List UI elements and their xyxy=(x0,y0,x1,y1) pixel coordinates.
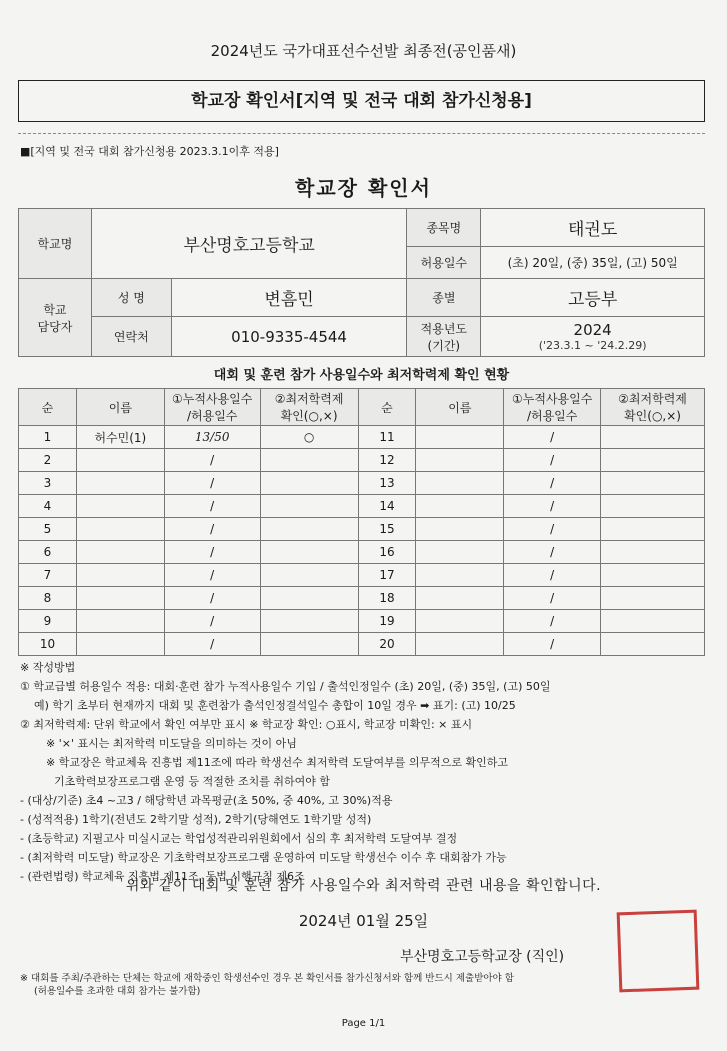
row-no: 9 xyxy=(19,610,77,633)
row-no: 13 xyxy=(358,472,416,495)
row-no: 15 xyxy=(358,518,416,541)
col-no: 순 xyxy=(19,389,77,426)
row-name xyxy=(416,633,504,656)
row-min xyxy=(260,495,358,518)
row-name xyxy=(416,449,504,472)
allowed-days-value: (초) 20일, (중) 35일, (고) 50일 xyxy=(481,247,705,279)
row-name xyxy=(76,633,164,656)
usage-row xyxy=(19,495,705,518)
row-days: / xyxy=(164,610,260,633)
row-no: 18 xyxy=(358,587,416,610)
page-number: Page 1/1 xyxy=(341,1018,386,1029)
col-name-right: 이름 xyxy=(416,389,504,426)
row-min xyxy=(260,449,358,472)
instruction-line: ※ 학교장은 학교체육 진흥법 제11조에 따라 학생선수 최저학력 도달여부를 의무적으로 확인하고 xyxy=(46,756,508,769)
row-min xyxy=(601,518,705,541)
form-title: 학교장 확인서 xyxy=(295,176,432,200)
footer-note-line: (허용일수를 초과한 대회 참가는 불가함) xyxy=(34,986,201,997)
instruction-line: - (초등학교) 지필고사 미실시교는 학업성적관리위원회에서 심의 후 최저학력 도달여부 결정 xyxy=(20,832,458,845)
year-value: 2024 xyxy=(573,321,612,339)
row-days: / xyxy=(164,541,260,564)
instruction-line: - (관련법령) 학교체육 진흥법 제11조, 동법 시행규칙 제6조 xyxy=(20,870,305,883)
col-min: ②최저학력제 확인(○,×) xyxy=(260,389,358,426)
row-days: / xyxy=(504,587,601,610)
school-value: 부산명호고등학교 xyxy=(91,209,407,279)
row-name xyxy=(416,472,504,495)
instruction-line: 기초학력보장프로그램 운영 등 적절한 조치를 취하여야 함 xyxy=(54,775,331,788)
row-min: ○ xyxy=(260,426,358,449)
row-days: / xyxy=(504,495,601,518)
row-min xyxy=(260,633,358,656)
row-min xyxy=(260,587,358,610)
instructions xyxy=(20,658,710,886)
row-no: 10 xyxy=(19,633,77,656)
usage-row xyxy=(19,564,705,587)
name-value: 변흠민 xyxy=(171,279,407,317)
name-label: 성 명 xyxy=(91,279,171,317)
row-name xyxy=(416,610,504,633)
info-table xyxy=(18,208,705,357)
usage-row xyxy=(19,449,705,472)
row-min xyxy=(260,472,358,495)
row-no: 17 xyxy=(358,564,416,587)
row-no: 5 xyxy=(19,518,77,541)
col-days-right: ①누적사용일수 /허용일수 xyxy=(504,389,601,426)
row-min xyxy=(260,610,358,633)
row-no: 12 xyxy=(358,449,416,472)
usage-body xyxy=(19,426,705,656)
usage-row xyxy=(19,633,705,656)
form-note: ■[지역 및 전국 대회 참가신청용 2023.3.1이후 적용] xyxy=(20,145,279,158)
row-name xyxy=(76,564,164,587)
usage-row xyxy=(19,472,705,495)
footer-note-line: ※ 대회를 주최/주관하는 단체는 학교에 재학중인 학생선수인 경우 본 확인서를 참가신청서와 함께 반드시 제출받아야 함 xyxy=(20,973,514,984)
usage-row xyxy=(19,541,705,564)
row-no: 2 xyxy=(19,449,77,472)
row-name xyxy=(76,610,164,633)
row-name xyxy=(416,495,504,518)
row-days: / xyxy=(504,518,601,541)
instruction-line: ① 학교급별 허용일수 적용: 대회·훈련 참가 누적사용일수 기입 / 출석인정일수 (초) 20일, (중) 35일, (고) 50일 xyxy=(20,680,551,693)
contact-label: 연락처 xyxy=(91,317,171,357)
row-no: 7 xyxy=(19,564,77,587)
row-min xyxy=(601,610,705,633)
contact-value: 010-9335-4544 xyxy=(171,317,407,357)
row-days: / xyxy=(504,633,601,656)
row-name xyxy=(76,472,164,495)
row-days: / xyxy=(164,518,260,541)
row-no: 3 xyxy=(19,472,77,495)
row-min xyxy=(601,495,705,518)
row-days: / xyxy=(164,472,260,495)
row-min xyxy=(601,564,705,587)
row-days: 13/50 xyxy=(164,426,260,449)
row-name xyxy=(416,541,504,564)
row-min xyxy=(260,564,358,587)
event-value: 태권도 xyxy=(481,209,705,247)
event-label: 종목명 xyxy=(407,209,481,247)
row-days: / xyxy=(164,587,260,610)
usage-row xyxy=(19,587,705,610)
row-days: / xyxy=(504,426,601,449)
row-min xyxy=(260,541,358,564)
row-name xyxy=(76,449,164,472)
row-no: 1 xyxy=(19,426,77,449)
row-min xyxy=(601,426,705,449)
row-days: / xyxy=(164,495,260,518)
row-name xyxy=(76,518,164,541)
category-value: 고등부 xyxy=(481,279,705,317)
row-no: 16 xyxy=(358,541,416,564)
principal-signature: 부산명호고등학교장 (직인) xyxy=(400,949,565,965)
row-no: 14 xyxy=(358,495,416,518)
col-name: 이름 xyxy=(76,389,164,426)
row-min xyxy=(601,633,705,656)
instruction-line: - (대상/기준) 초4 ~고3 / 해당학년 과목평균(초 50%, 중 40%, 고 30%)적용 xyxy=(20,794,393,807)
col-no-right: 순 xyxy=(358,389,416,426)
row-no: 20 xyxy=(358,633,416,656)
instruction-line: ② 최저학력제: 단위 학교에서 확인 여부만 표시 ※ 학교장 확인: ○표시, 학교장 미확인: × 표시 xyxy=(20,718,473,731)
year-label: 적용년도 (기간) xyxy=(407,317,481,357)
usage-row xyxy=(19,610,705,633)
row-days: / xyxy=(504,564,601,587)
usage-row xyxy=(19,426,705,449)
row-name: 허수민(1) xyxy=(76,426,164,449)
school-label: 학교명 xyxy=(19,209,92,279)
instruction-line: - (성적적용) 1학기(전년도 2학기말 성적), 2학기(당해연도 1학기말 성적) xyxy=(20,813,372,826)
col-min-right: ②최저학력제 확인(○,×) xyxy=(601,389,705,426)
row-no: 19 xyxy=(358,610,416,633)
year-cell xyxy=(481,317,705,357)
document-title-box: 학교장 확인서[지역 및 전국 대회 참가신청용] xyxy=(18,80,705,122)
row-days: / xyxy=(504,472,601,495)
footer-note xyxy=(20,972,710,998)
row-no: 8 xyxy=(19,587,77,610)
row-no: 11 xyxy=(358,426,416,449)
instruction-line: ※ '×' 표시는 최저학력 미도달을 의미하는 것이 아님 xyxy=(46,737,297,750)
row-name xyxy=(416,518,504,541)
row-min xyxy=(601,587,705,610)
row-days: / xyxy=(164,633,260,656)
row-name xyxy=(416,587,504,610)
row-days: / xyxy=(164,449,260,472)
row-min xyxy=(601,541,705,564)
row-min xyxy=(601,449,705,472)
row-days: / xyxy=(164,564,260,587)
allowed-days-label: 허용일수 xyxy=(407,247,481,279)
issue-date: 2024년 01월 25일 xyxy=(298,912,429,930)
instruction-line: - (최저학력 미도달) 학교장은 기초학력보장프로그램 운영하여 미도달 학생선수 이수 후 대회참가 가능 xyxy=(20,851,507,864)
row-min xyxy=(601,472,705,495)
row-name xyxy=(416,426,504,449)
row-days: / xyxy=(504,541,601,564)
confirmation-text: 위와 같이 대회 및 훈련 참가 사용일수와 최저학력 관련 내용을 확인합니다. xyxy=(125,878,602,894)
usage-caption: 대회 및 훈련 참가 사용일수와 최저학력제 확인 현황 xyxy=(19,358,705,389)
row-name xyxy=(76,587,164,610)
row-min xyxy=(260,518,358,541)
row-name xyxy=(416,564,504,587)
manager-label: 학교 담당자 xyxy=(19,279,92,357)
instruction-line: 예) 학기 초부터 현재까지 대회 및 훈련참가 출석인정결석일수 총합이 10일 경우 ➡ 표기: (고) 10/25 xyxy=(34,699,516,712)
row-no: 6 xyxy=(19,541,77,564)
row-name xyxy=(76,541,164,564)
row-name xyxy=(76,495,164,518)
category-label: 종별 xyxy=(407,279,481,317)
instructions-heading: ※ 작성방법 xyxy=(20,661,76,674)
row-no: 4 xyxy=(19,495,77,518)
col-days: ①누적사용일수 /허용일수 xyxy=(164,389,260,426)
row-days: / xyxy=(504,610,601,633)
usage-row xyxy=(19,518,705,541)
usage-table xyxy=(18,358,705,656)
competition-title: 2024년도 국가대표선수선발 최종전(공인품새) xyxy=(210,42,517,60)
year-range: ('23.3.1 ~ '24.2.29) xyxy=(538,339,647,352)
dashed-divider xyxy=(18,133,705,134)
row-days: / xyxy=(504,449,601,472)
